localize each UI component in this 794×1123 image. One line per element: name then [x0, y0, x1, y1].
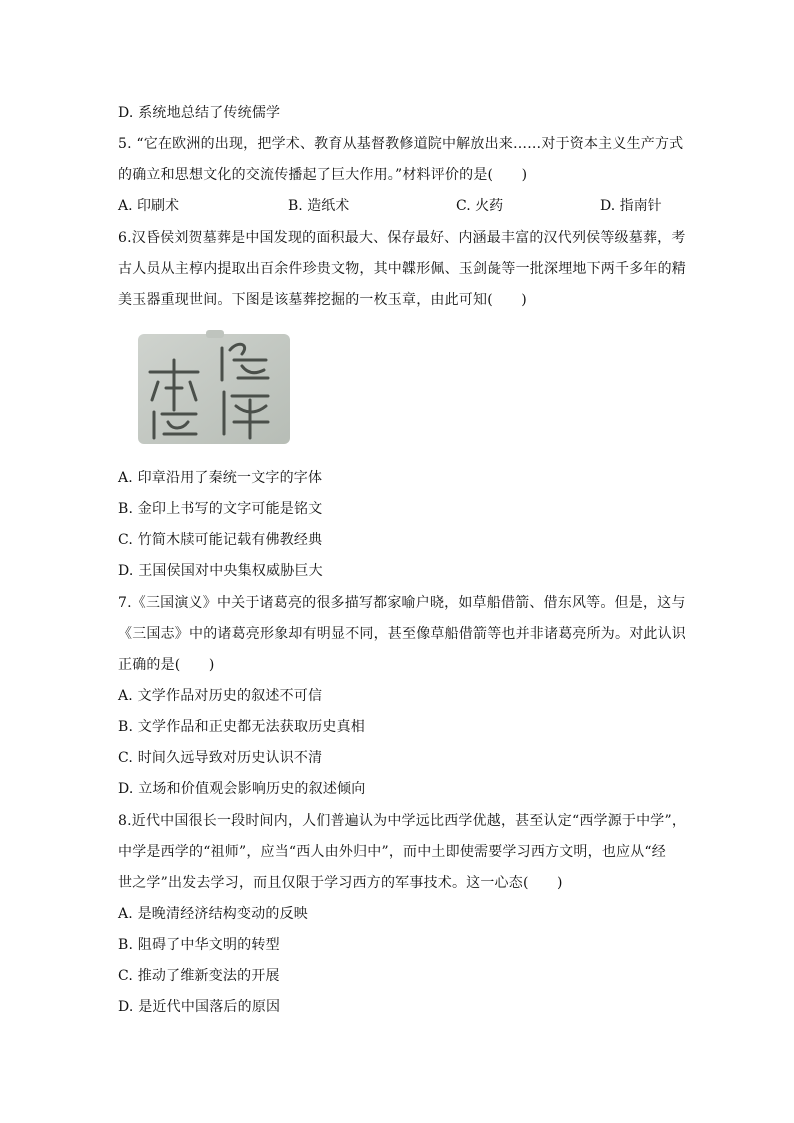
q7-stem-line2: 《三国志》中的诸葛亮形象却有明显不同，甚至像草船借箭等也并非诸葛亮所为。对此认识 — [118, 626, 686, 642]
q7-stem-line3: 正确的是( ) — [118, 657, 215, 673]
q6-option-c: C. 竹简木牍可能记载有佛教经典 — [118, 532, 323, 548]
q5-option-c: C. 火药 — [456, 198, 504, 214]
q8-stem-line2: 中学是西学的“祖师”，应当“西人由外归中”，而中土即使需要学习西方文明，也应从“经 — [118, 844, 666, 860]
q5-option-d: D. 指南针 — [600, 198, 662, 214]
q8-option-c: C. 推动了维新变法的开展 — [118, 968, 280, 984]
q8-option-b: B. 阻碍了中华文明的转型 — [118, 937, 280, 953]
q6-option-b: B. 金印上书写的文字可能是铭文 — [118, 501, 323, 517]
q7-option-d: D. 立场和价值观会影响历史的叙述倾向 — [118, 781, 366, 797]
q6-stem-line1: 6.汉昏侯刘贺墓葬是中国发现的面积最大、保存最好、内涵最丰富的汉代列侯等级墓葬，考 — [118, 230, 686, 246]
jade-seal-image — [138, 330, 290, 444]
q6-option-a: A. 印章沿用了秦统一文字的字体 — [118, 470, 323, 486]
q8-option-a: A. 是晚清经济结构变动的反映 — [118, 906, 309, 922]
q4-option-d: D. 系统地总结了传统儒学 — [118, 105, 281, 121]
q7-stem-line1: 7.《三国演义》中关于诸葛亮的很多描写都家喻户晓，如草船借箭、借东风等。但是，这与 — [118, 595, 686, 611]
q7-option-b: B. 文学作品和正史都无法获取历史真相 — [118, 719, 365, 735]
q8-stem-line1: 8.近代中国很长一段时间内，人们普遍认为中学远比西学优越，甚至认定“西学源于中学”， — [118, 813, 687, 829]
q7-option-c: C. 时间久远导致对历史认识不清 — [118, 750, 323, 766]
q5-stem-line1: 5. “它在欧洲的出现，把学术、教育从基督教修道院中解放出来……对于资本主义生产方式 — [118, 136, 684, 152]
q6-stem-line3: 美玉器重现世间。下图是该墓葬挖掘的一枚玉章，由此可知( ) — [118, 292, 527, 308]
q5-option-b: B. 造纸术 — [288, 198, 350, 214]
q7-option-a: A. 文学作品对历史的叙述不可信 — [118, 688, 323, 704]
q8-option-d: D. 是近代中国落后的原因 — [118, 999, 281, 1015]
q8-stem-line3: 世之学”出发去学习，而且仅限于学习西方的军事技术。这一心态( ) — [118, 875, 563, 891]
q5-option-a: A. 印刷术 — [118, 198, 180, 214]
q5-stem-line2: 的确立和思想文化的交流传播起了巨大作用。”材料评价的是( ) — [118, 167, 528, 183]
q6-stem-line2: 古人员从主椁内提取出百余件珍贵文物，其中韘形佩、玉剑彘等一批深埋地下两千多年的精 — [118, 261, 686, 277]
q6-option-d: D. 王国侯国对中央集权威胁巨大 — [118, 563, 323, 579]
